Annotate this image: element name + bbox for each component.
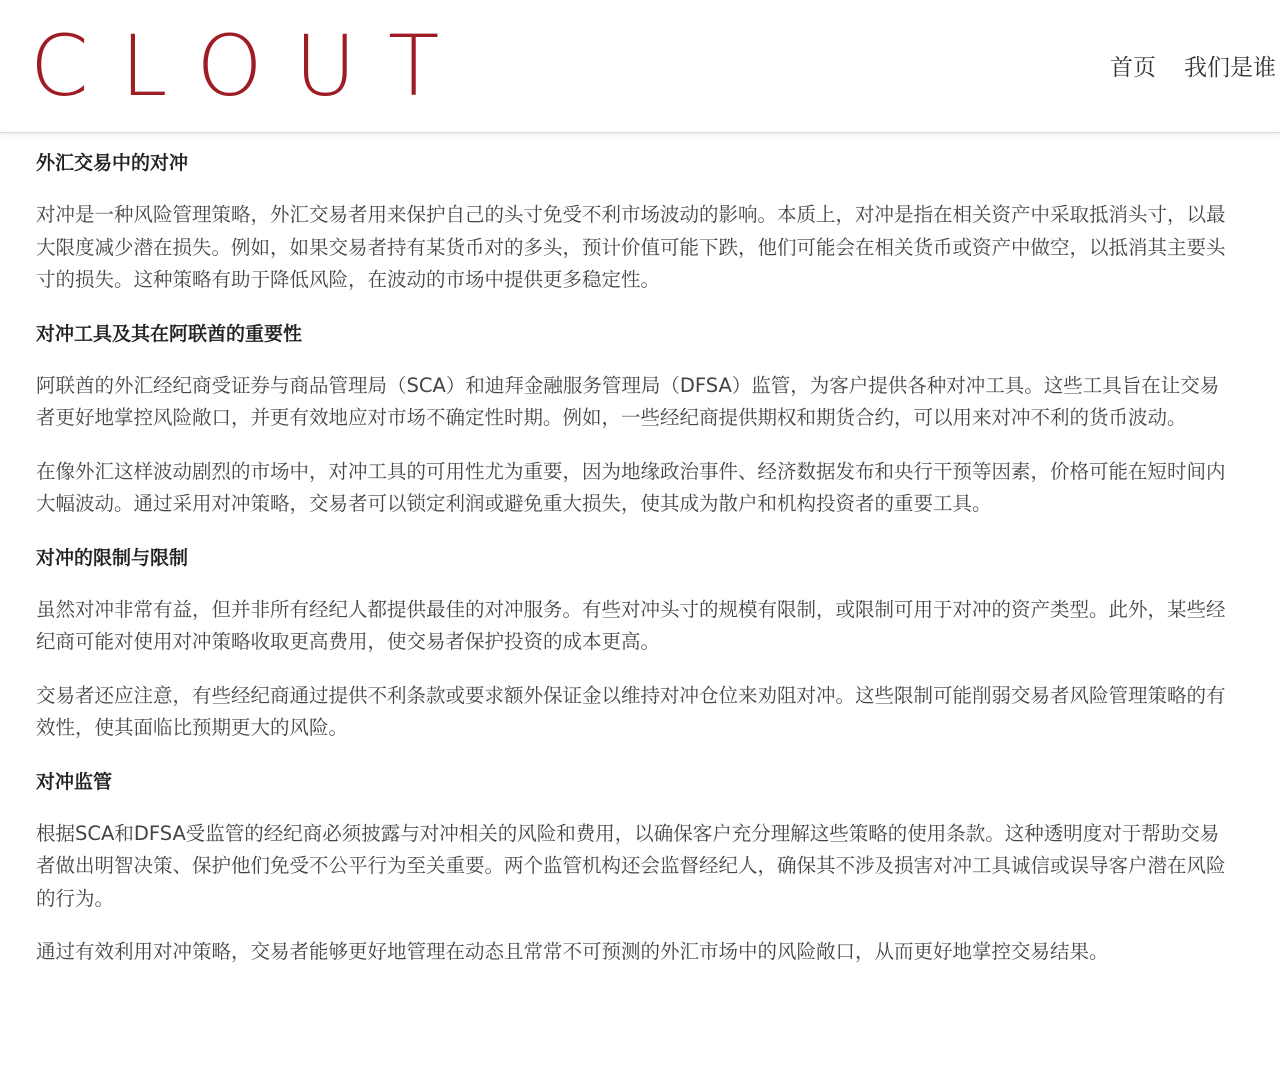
main-nav — [1110, 50, 1276, 86]
article-content — [0, 133, 1280, 969]
section-paragraph: 通过有效利用对冲策略，交易者能够更好地管理在动态且常常不可预测的外汇市场中的风险敞口，从而更好地掌控交易结果。 — [36, 940, 1109, 963]
section-paragraph: 交易者还应注意，有些经纪商通过提供不利条款或要求额外保证金以维持对冲仓位来劝阻对冲。这些限制可能削弱交易者风险管理策略的有效性，使其面临比预期更大的风险。 — [36, 683, 1226, 739]
section-heading: 对冲监管 — [36, 770, 113, 793]
clout-logo[interactable]: CLOUT — [30, 17, 472, 115]
section-paragraph: 在像外汇这样波动剧烈的市场中，对冲工具的可用性尤为重要，因为地缘政治事件、经济数据发布和央行干预等因素，价格可能在短时间内大幅波动。通过采用对冲策略，交易者可以锁定利润或避免重大损失，使其成为散户和机构投资者的重要工具。 — [36, 459, 1226, 515]
section-heading: 外汇交易中的对冲 — [36, 152, 189, 174]
section-paragraph: 根据SCA和DFSA受监管的经纪商必须披露与对冲相关的风险和费用，以确保客户充分理解这些策略的使用条款。这种透明度对于帮助交易者做出明智决策、保护他们免受不公平行为至关重要。两个监管机构还会监督经纪人，确保其不涉及损害对冲工具诚信或误导客户潜在风险的行为。 — [36, 821, 1226, 910]
section-paragraph: 虽然对冲非常有益，但并非所有经纪人都提供最佳的对冲服务。有些对冲头寸的规模有限制，或限制可用于对冲的资产类型。此外，某些经纪商可能对使用对冲策略收取更高费用，使交易者保护投资的成本更高。 — [36, 597, 1226, 653]
section-paragraph: 阿联酋的外汇经纪商受证券与商品管理局（SCA）和迪拜金融服务管理局（DFSA）监管，为客户提供各种对冲工具。这些工具旨在让交易者更好地掌控风险敞口，并更有效地应对市场不确定性时期。例如，一些经纪商提供期权和期货合约，可以用来对冲不利的货币波动。 — [36, 373, 1220, 429]
nav-item-home[interactable]: 首页 — [1110, 55, 1156, 81]
section-paragraph: 对冲是一种风险管理策略，外汇交易者用来保护自己的头寸免受不利市场波动的影响。本质上，对冲是指在相关资产中采取抵消头寸，以最大限度减少潜在损失。例如，如果交易者持有某货币对的多头，预计价值可能下跌，他们可能会在相关货币或资产中做空，以抵消其主要头寸的损失。这种策略有助于降低风险，在波动的市场中提供更多稳定性。 — [36, 203, 1226, 291]
section-heading: 对冲的限制与限制 — [36, 546, 189, 569]
nav-item-about[interactable]: 我们是谁 — [1184, 55, 1276, 81]
section-heading: 对冲工具及其在阿联酋的重要性 — [36, 322, 303, 345]
site-header — [0, 0, 1280, 133]
